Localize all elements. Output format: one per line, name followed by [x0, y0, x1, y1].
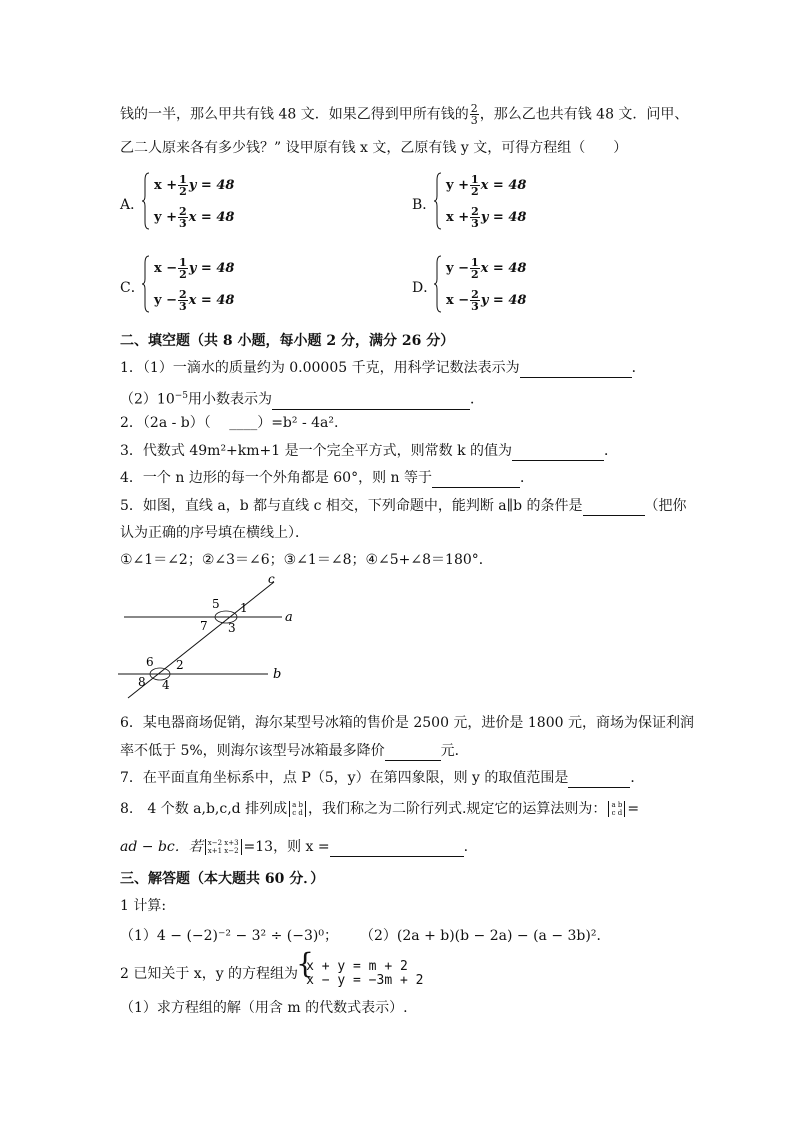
answer-blank[interactable]	[512, 446, 604, 461]
s3-q1a: （1）4 − (−2)⁻² − 3² ÷ (−3)⁰；	[120, 928, 338, 944]
q1a: 1．（1）一滴水的质量约为 0.00005 千克，用科学记数法表示为 ．	[120, 360, 646, 376]
brace-icon	[142, 255, 150, 313]
answer-blank[interactable]	[330, 842, 464, 857]
fraction-two-thirds: $\frac{2}{3}$	[470, 102, 478, 127]
q4: 4．一个 n 边形的每一个外角都是 60°，则 n 等于 ．	[120, 470, 535, 486]
angle-2: 2	[176, 658, 184, 672]
equation-system: { x + y = m + 2 x − y = −3m + 2	[298, 960, 423, 988]
angle-8: 8	[138, 675, 146, 689]
s3-q1: 1 计算:	[120, 898, 167, 914]
answer-blank[interactable]	[568, 773, 630, 788]
s3-q1b: （2）(2a + b)(b − 2a) − (a − 3b)²．	[360, 928, 611, 944]
q6b: 率不低于 5%，则海尔该型号冰箱最多降价 元．	[120, 743, 469, 759]
q5c: ①∠1＝∠2；②∠3＝∠6；③∠1＝∠8；④∠5+∠8＝180°．	[120, 552, 493, 568]
angle-6: 6	[146, 655, 154, 669]
exam-page: 钱的一半，那么甲共有钱 48 文．如果乙得到甲所有钱的 $\frac{2}{3}$ ，那么乙也共有钱 48 文．问甲、 乙二人原来各有多少钱？” 设甲原有钱 x 文，乙原有钱 y 文，可得方程组（ ） A． x + $\frac{1}{2}$ y = 48 y + $\frac{2}{3}$ x = 48 B． y + $\frac{1}{2}$ x = 48 x + $\frac{2}{3}$ y = 48 C． x − $\frac{1}{2}$ y = 48 y − $\frac{2}{3}$ x = 48 D． y − $\frac{1}{2}$ x = 48 x − $\frac{2}{3}$ y = 48 二、填空题（共 8 小题，每小题 2 分，满分 26 分） 1．（1）一滴水的质量约为 0.00005 千克，用科学记数法表示为 ． $(2)10^{-5}$用小数表示为 ． 2．（2a - b）（ ____）=b² - 4a². 3．代数式 49m²+km+1 是一个完全平方式，则常数 k 的值为 ． 4．一个 n 边形的每一个外角都是 60°，则 n 等于 ． 5．如图，直线 a，b 都与直线 c 相交，下列命题中，能判断 a∥b 的条件是 （把你 认为正确的序号填在横线上）． ①∠1＝∠2；②∠3＝∠6；③∠1＝∠8；④∠5+∠8＝180°． a b c 5 1 7 3 6 2 8 4 6．某电器商场促销，海尔某型号冰箱的售价是 2500 元，进价是 1800 元，商场为保证利润 率不低于 5%，则海尔该型号冰箱最多降价 元． 7．在平面直角坐标系中，点 P（5，y）在第四象限，则 y 的取值范围是 ． 8. 4 个数 a,b,c,d 排列成 a b c d ，我们称之为二阶行列式.规定它的运算法则为： a b c d = ad − bc．若 x−2 x+3 x+1 x−2 =13，则 x = . 三、解答题（本大题共 60 分．） 1 计算: （1）4 − (−2)⁻² − 3² ÷ (−3)⁰； （2）(2a + b)(b − 2a) − (a − 3b)²． 2 已知关于 x，y 的方程组为 { x + y = m + 2 x − y = −3m + 2 （1）求方程组的解（用含 m 的代数式表示）.	[0, 0, 794, 1123]
angle-4: 4	[162, 678, 170, 692]
answer-blank[interactable]	[583, 501, 645, 516]
label-c: c	[268, 574, 275, 586]
q5b: 认为正确的序号填在横线上）．	[120, 525, 309, 541]
q1b: $(2)10^{-5}$用小数表示为 ．	[120, 391, 485, 408]
intro-line-1	[120, 103, 688, 126]
s3-q2-sub1: （1）求方程组的解（用含 m 的代数式表示）.	[120, 1000, 408, 1016]
q8b: ad − bc．若 x−2 x+3 x+1 x−2 =13，则 x = .	[120, 839, 469, 855]
determinant-x: x−2 x+3 x+1 x−2	[205, 839, 242, 855]
determinant-abcd: a b c d	[289, 801, 306, 817]
determinant-abcd-2: a b c d	[608, 801, 625, 817]
brace-icon	[434, 255, 442, 313]
answer-blank[interactable]	[432, 473, 520, 488]
s3-q2: 2 已知关于 x，y 的方程组为 { x + y = m + 2 x − y = −3m + 2	[120, 960, 423, 988]
label-b: b	[273, 667, 282, 682]
angle-1: 1	[240, 601, 248, 615]
q2: 2．（2a - b）（ ____）=b² - 4a².	[120, 415, 339, 431]
label-a: a	[285, 610, 293, 625]
q3: 3．代数式 49m²+km+1 是一个完全平方式，则常数 k 的值为 ．	[120, 443, 619, 459]
intro-line-2: 乙二人原来各有多少钱？” 设甲原有钱 x 文，乙原有钱 y 文，可得方程组（ ）	[120, 140, 628, 156]
section-2-title: 二、填空题（共 8 小题，每小题 2 分，满分 26 分）	[120, 333, 455, 349]
answer-blank[interactable]	[385, 746, 441, 761]
brace-icon	[434, 172, 442, 230]
q7: 7．在平面直角坐标系中，点 P（5，y）在第四象限，则 y 的取值范围是 ．	[120, 770, 645, 786]
q8a: 8. 4 个数 a,b,c,d 排列成 a b c d ，我们称之为二阶行列式.规定它的运算法则为： a b c d =	[120, 801, 640, 817]
intro-text-a: 钱的一半，那么甲共有钱 48 文．如果乙得到甲所有钱的	[120, 106, 469, 123]
answer-blank[interactable]	[520, 363, 632, 378]
brace-icon	[142, 172, 150, 230]
q6a: 6．某电器商场促销，海尔某型号冰箱的售价是 2500 元，进价是 1800 元，商场为保证利润	[120, 715, 694, 731]
section-3-title: 三、解答题（本大题共 60 分．）	[120, 871, 325, 887]
parallel-lines-figure	[112, 574, 322, 700]
angle-5: 5	[212, 597, 220, 611]
q5a: 5．如图，直线 a，b 都与直线 c 相交，下列命题中，能判断 a∥b 的条件是 （把你	[120, 498, 687, 514]
intro-text-b: ，那么乙也共有钱 48 文．问甲、	[479, 106, 689, 123]
angle-7: 7	[200, 619, 208, 633]
line-c	[128, 582, 274, 698]
answer-blank[interactable]	[272, 395, 470, 410]
angle-3: 3	[228, 621, 236, 635]
